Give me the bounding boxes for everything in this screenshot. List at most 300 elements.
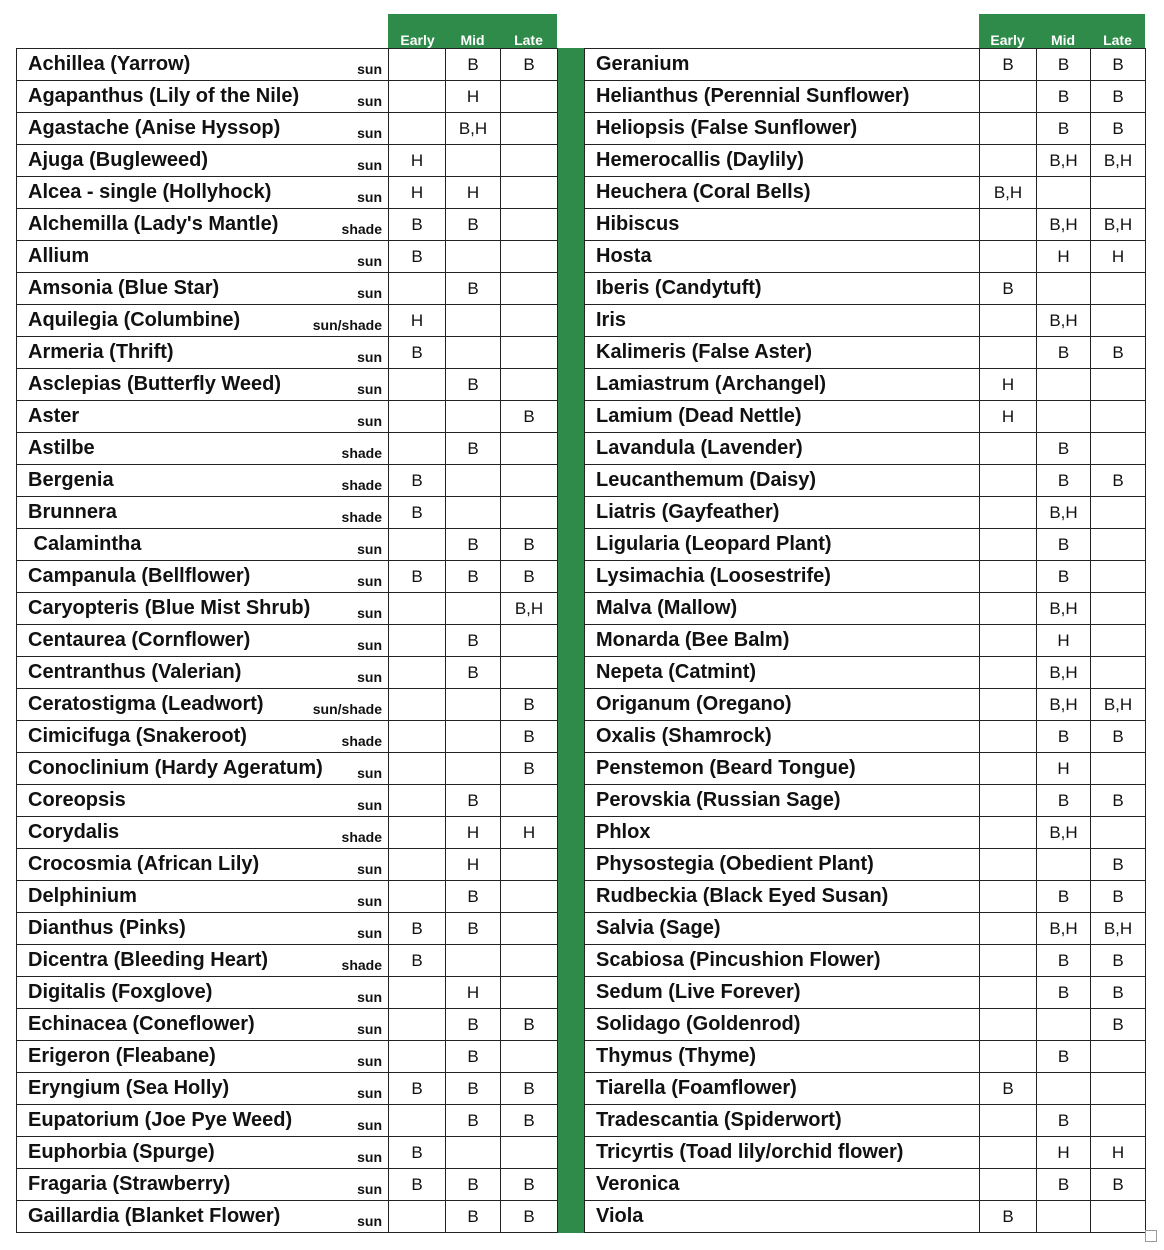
plant-name-cell[interactable]	[585, 529, 980, 561]
plant-name-cell[interactable]	[17, 145, 389, 177]
bloom-late-cell[interactable]: B	[501, 689, 558, 721]
bloom-mid-cell[interactable]: B	[1037, 881, 1091, 913]
bloom-late-cell[interactable]	[1091, 753, 1146, 785]
bloom-late-cell[interactable]: H	[1091, 1137, 1146, 1169]
bloom-early-cell[interactable]	[389, 689, 446, 721]
bloom-early-cell[interactable]	[389, 721, 446, 753]
bloom-late-cell[interactable]: B	[1091, 881, 1146, 913]
bloom-mid-cell[interactable]	[1037, 177, 1091, 209]
bloom-early-cell[interactable]	[389, 753, 446, 785]
bloom-late-cell[interactable]: B,H	[501, 593, 558, 625]
plant-name-cell[interactable]	[17, 689, 389, 721]
bloom-early-cell[interactable]	[389, 1009, 446, 1041]
bloom-late-cell[interactable]: B	[1091, 1009, 1146, 1041]
bloom-late-cell[interactable]: H	[1091, 241, 1146, 273]
bloom-mid-cell[interactable]: B	[1037, 1169, 1091, 1201]
bloom-mid-cell[interactable]	[446, 305, 501, 337]
bloom-early-cell[interactable]	[389, 593, 446, 625]
bloom-early-cell[interactable]	[980, 561, 1037, 593]
bloom-mid-cell[interactable]	[1037, 1073, 1091, 1105]
bloom-mid-cell[interactable]: B	[446, 657, 501, 689]
plant-name-cell[interactable]	[585, 945, 980, 977]
plant-name-cell[interactable]	[17, 593, 389, 625]
bloom-mid-cell[interactable]	[446, 945, 501, 977]
bloom-late-cell[interactable]: B,H	[1091, 689, 1146, 721]
bloom-mid-cell[interactable]: B,H	[1037, 593, 1091, 625]
bloom-early-cell[interactable]	[980, 1105, 1037, 1137]
bloom-late-cell[interactable]	[1091, 529, 1146, 561]
plant-name-cell[interactable]	[17, 1105, 389, 1137]
bloom-early-cell[interactable]: B	[980, 273, 1037, 305]
bloom-early-cell[interactable]	[980, 81, 1037, 113]
bloom-mid-cell[interactable]	[446, 337, 501, 369]
bloom-late-cell[interactable]	[501, 81, 558, 113]
bloom-late-cell[interactable]	[1091, 657, 1146, 689]
plant-name-cell[interactable]	[17, 401, 389, 433]
bloom-mid-cell[interactable]	[446, 497, 501, 529]
bloom-late-cell[interactable]: B,H	[1091, 209, 1146, 241]
bloom-late-cell[interactable]	[501, 913, 558, 945]
bloom-late-cell[interactable]	[1091, 273, 1146, 305]
bloom-early-cell[interactable]: B	[389, 497, 446, 529]
bloom-late-cell[interactable]: B,H	[1091, 145, 1146, 177]
bloom-late-cell[interactable]	[1091, 401, 1146, 433]
bloom-mid-cell[interactable]: B	[446, 881, 501, 913]
bloom-late-cell[interactable]	[1091, 433, 1146, 465]
plant-name-cell[interactable]	[585, 145, 980, 177]
bloom-late-cell[interactable]	[1091, 1105, 1146, 1137]
plant-name-cell[interactable]	[585, 1073, 980, 1105]
bloom-late-cell[interactable]	[501, 113, 558, 145]
bloom-mid-cell[interactable]: B	[446, 561, 501, 593]
bloom-early-cell[interactable]	[980, 977, 1037, 1009]
plant-name-cell[interactable]	[585, 1009, 980, 1041]
plant-name-cell[interactable]	[17, 913, 389, 945]
bloom-late-cell[interactable]	[501, 497, 558, 529]
bloom-early-cell[interactable]	[980, 433, 1037, 465]
bloom-mid-cell[interactable]: B	[446, 49, 501, 81]
bloom-mid-cell[interactable]: B	[446, 1073, 501, 1105]
plant-name-cell[interactable]	[585, 273, 980, 305]
bloom-late-cell[interactable]	[1091, 1201, 1146, 1233]
bloom-late-cell[interactable]: B	[1091, 81, 1146, 113]
plant-name-cell[interactable]	[17, 881, 389, 913]
bloom-late-cell[interactable]: B	[501, 1105, 558, 1137]
bloom-mid-cell[interactable]: H	[446, 977, 501, 1009]
bloom-early-cell[interactable]	[980, 1169, 1037, 1201]
bloom-mid-cell[interactable]: B	[446, 785, 501, 817]
bloom-mid-cell[interactable]: B	[1037, 433, 1091, 465]
bloom-late-cell[interactable]	[501, 945, 558, 977]
bloom-mid-cell[interactable]	[446, 1137, 501, 1169]
bloom-late-cell[interactable]	[501, 305, 558, 337]
bloom-early-cell[interactable]	[389, 529, 446, 561]
bloom-early-cell[interactable]: B	[389, 1073, 446, 1105]
bloom-mid-cell[interactable]	[446, 721, 501, 753]
bloom-mid-cell[interactable]: B	[446, 1009, 501, 1041]
bloom-mid-cell[interactable]: B,H	[1037, 145, 1091, 177]
bloom-late-cell[interactable]: B	[501, 401, 558, 433]
bloom-early-cell[interactable]	[980, 689, 1037, 721]
bloom-early-cell[interactable]	[980, 113, 1037, 145]
bloom-early-cell[interactable]	[980, 337, 1037, 369]
plant-name-cell[interactable]	[585, 497, 980, 529]
plant-name-cell[interactable]	[585, 401, 980, 433]
bloom-late-cell[interactable]	[501, 1041, 558, 1073]
bloom-mid-cell[interactable]	[1037, 273, 1091, 305]
bloom-early-cell[interactable]	[980, 241, 1037, 273]
bloom-mid-cell[interactable]	[446, 593, 501, 625]
bloom-late-cell[interactable]	[501, 433, 558, 465]
plant-name-cell[interactable]	[585, 369, 980, 401]
bloom-late-cell[interactable]	[501, 241, 558, 273]
bloom-early-cell[interactable]	[389, 81, 446, 113]
plant-name-cell[interactable]	[17, 337, 389, 369]
bloom-mid-cell[interactable]	[1037, 1201, 1091, 1233]
plant-name-cell[interactable]	[585, 689, 980, 721]
plant-name-cell[interactable]	[585, 657, 980, 689]
bloom-late-cell[interactable]: B	[1091, 113, 1146, 145]
bloom-late-cell[interactable]	[1091, 497, 1146, 529]
bloom-early-cell[interactable]: B	[389, 1137, 446, 1169]
bloom-early-cell[interactable]	[980, 497, 1037, 529]
plant-name-cell[interactable]	[585, 433, 980, 465]
plant-name-cell[interactable]	[17, 1169, 389, 1201]
plant-name-cell[interactable]	[585, 625, 980, 657]
bloom-mid-cell[interactable]	[1037, 1009, 1091, 1041]
bloom-late-cell[interactable]: H	[501, 817, 558, 849]
bloom-mid-cell[interactable]: H	[446, 177, 501, 209]
bloom-early-cell[interactable]	[980, 785, 1037, 817]
bloom-mid-cell[interactable]	[1037, 401, 1091, 433]
bloom-late-cell[interactable]: B	[501, 753, 558, 785]
bloom-early-cell[interactable]: B	[389, 241, 446, 273]
bloom-early-cell[interactable]: B	[389, 1169, 446, 1201]
bloom-mid-cell[interactable]: B	[1037, 1041, 1091, 1073]
bloom-late-cell[interactable]	[501, 369, 558, 401]
bloom-late-cell[interactable]	[501, 465, 558, 497]
plant-name-cell[interactable]	[17, 369, 389, 401]
bloom-mid-cell[interactable]: H	[1037, 625, 1091, 657]
plant-name-cell[interactable]	[585, 337, 980, 369]
bloom-early-cell[interactable]	[980, 465, 1037, 497]
plant-name-cell[interactable]	[17, 753, 389, 785]
bloom-mid-cell[interactable]: B	[446, 209, 501, 241]
plant-name-cell[interactable]	[17, 1073, 389, 1105]
plant-name-cell[interactable]	[585, 113, 980, 145]
bloom-mid-cell[interactable]: B	[446, 1201, 501, 1233]
bloom-early-cell[interactable]: B	[389, 337, 446, 369]
bloom-early-cell[interactable]: H	[389, 305, 446, 337]
plant-name-cell[interactable]	[17, 945, 389, 977]
bloom-late-cell[interactable]	[501, 881, 558, 913]
bloom-mid-cell[interactable]: B	[446, 913, 501, 945]
plant-name-cell[interactable]	[17, 785, 389, 817]
bloom-early-cell[interactable]	[389, 433, 446, 465]
plant-name-cell[interactable]	[585, 209, 980, 241]
bloom-late-cell[interactable]	[501, 849, 558, 881]
bloom-early-cell[interactable]	[389, 1041, 446, 1073]
bloom-mid-cell[interactable]: B	[1037, 337, 1091, 369]
bloom-mid-cell[interactable]: B,H	[1037, 657, 1091, 689]
bloom-late-cell[interactable]: B	[501, 1169, 558, 1201]
bloom-mid-cell[interactable]	[1037, 369, 1091, 401]
bloom-mid-cell[interactable]: H	[1037, 1137, 1091, 1169]
bloom-early-cell[interactable]	[980, 209, 1037, 241]
bloom-mid-cell[interactable]: B,H	[1037, 209, 1091, 241]
bloom-late-cell[interactable]: B	[1091, 1169, 1146, 1201]
bloom-mid-cell[interactable]: B	[446, 529, 501, 561]
plant-name-cell[interactable]	[17, 49, 389, 81]
plant-name-cell[interactable]	[17, 273, 389, 305]
bloom-mid-cell[interactable]	[446, 401, 501, 433]
bloom-late-cell[interactable]	[501, 337, 558, 369]
bloom-early-cell[interactable]	[389, 49, 446, 81]
bloom-late-cell[interactable]: B	[1091, 785, 1146, 817]
bloom-early-cell[interactable]	[980, 849, 1037, 881]
plant-name-cell[interactable]	[585, 81, 980, 113]
plant-name: Tiarella (Foamflower)	[596, 1077, 797, 1099]
bloom-mid-cell[interactable]: B,H	[446, 113, 501, 145]
bloom-late-cell[interactable]: B	[1091, 49, 1146, 81]
bloom-late-cell[interactable]: B	[501, 529, 558, 561]
bloom-early-cell[interactable]	[389, 657, 446, 689]
bloom-early-cell[interactable]	[389, 113, 446, 145]
bloom-late-cell[interactable]: B	[1091, 849, 1146, 881]
plant-name-cell[interactable]	[585, 817, 980, 849]
bloom-early-cell[interactable]	[980, 529, 1037, 561]
bloom-mid-cell[interactable]: B	[1037, 465, 1091, 497]
plant-name-cell[interactable]	[585, 177, 980, 209]
bloom-late-cell[interactable]: B	[501, 1073, 558, 1105]
plant-name-cell[interactable]	[585, 593, 980, 625]
bloom-mid-cell[interactable]: B	[1037, 81, 1091, 113]
bloom-late-cell[interactable]	[1091, 177, 1146, 209]
bloom-mid-cell[interactable]: B	[446, 1169, 501, 1201]
bloom-mid-cell[interactable]: B,H	[1037, 817, 1091, 849]
bloom-mid-cell[interactable]: B	[1037, 977, 1091, 1009]
bloom-late-cell[interactable]	[501, 145, 558, 177]
bloom-mid-cell[interactable]	[446, 465, 501, 497]
bloom-mid-cell[interactable]: B,H	[1037, 689, 1091, 721]
bloom-early-cell[interactable]	[980, 913, 1037, 945]
bloom-late-cell[interactable]: B	[1091, 337, 1146, 369]
bloom-late-cell[interactable]: B	[1091, 945, 1146, 977]
bloom-early-cell[interactable]	[980, 625, 1037, 657]
bloom-late-cell[interactable]: B	[501, 1009, 558, 1041]
bloom-late-cell[interactable]	[1091, 1073, 1146, 1105]
bloom-early-cell[interactable]	[389, 977, 446, 1009]
bloom-late-cell[interactable]	[501, 625, 558, 657]
bloom-mid-cell[interactable]: B	[1037, 113, 1091, 145]
bloom-early-cell[interactable]	[389, 1105, 446, 1137]
bloom-mid-cell[interactable]	[446, 241, 501, 273]
plant-name-cell[interactable]	[585, 1105, 980, 1137]
bloom-early-cell[interactable]	[389, 401, 446, 433]
bloom-mid-cell[interactable]: H	[446, 817, 501, 849]
plant-name: Armeria (Thrift)	[28, 341, 174, 363]
bloom-early-cell[interactable]	[980, 721, 1037, 753]
bloom-late-cell[interactable]	[1091, 369, 1146, 401]
bloom-early-cell[interactable]: B	[980, 1073, 1037, 1105]
bloom-early-cell[interactable]	[980, 593, 1037, 625]
bloom-mid-cell[interactable]: B,H	[1037, 497, 1091, 529]
bloom-late-cell[interactable]: B	[1091, 721, 1146, 753]
bloom-mid-cell[interactable]: B	[1037, 785, 1091, 817]
bloom-early-cell[interactable]	[980, 1009, 1037, 1041]
plant-name-cell[interactable]	[17, 305, 389, 337]
bloom-mid-cell[interactable]: B	[446, 1041, 501, 1073]
bloom-late-cell[interactable]	[501, 977, 558, 1009]
bloom-early-cell[interactable]: B	[389, 561, 446, 593]
bloom-mid-cell[interactable]: B	[1037, 1105, 1091, 1137]
plant-name-cell[interactable]	[585, 977, 980, 1009]
bloom-mid-cell[interactable]: B,H	[1037, 913, 1091, 945]
bloom-early-cell[interactable]: H	[389, 177, 446, 209]
plant-name-cell[interactable]	[585, 465, 980, 497]
bloom-late-cell[interactable]	[1091, 561, 1146, 593]
bloom-early-cell[interactable]	[980, 753, 1037, 785]
bloom-early-cell[interactable]	[389, 625, 446, 657]
bloom-late-cell[interactable]: B	[501, 721, 558, 753]
bloom-mid-cell[interactable]: B	[1037, 945, 1091, 977]
bloom-early-cell[interactable]	[389, 849, 446, 881]
plant-name-cell[interactable]	[585, 49, 980, 81]
bloom-early-cell[interactable]	[980, 881, 1037, 913]
bloom-early-cell[interactable]	[980, 145, 1037, 177]
plant-name-cell[interactable]	[17, 209, 389, 241]
bloom-early-cell[interactable]: B	[389, 465, 446, 497]
plant-name-cell[interactable]	[17, 529, 389, 561]
bloom-mid-cell[interactable]: B	[446, 625, 501, 657]
plant-name-cell[interactable]	[585, 1169, 980, 1201]
bloom-early-cell[interactable]: H	[980, 401, 1037, 433]
bloom-early-cell[interactable]	[389, 369, 446, 401]
bloom-early-cell[interactable]: B	[389, 945, 446, 977]
bloom-mid-cell[interactable]	[446, 145, 501, 177]
plant-name-cell[interactable]	[17, 561, 389, 593]
bloom-late-cell[interactable]	[1091, 625, 1146, 657]
bloom-mid-cell[interactable]: H	[1037, 241, 1091, 273]
plant-name-cell[interactable]	[17, 977, 389, 1009]
bloom-late-cell[interactable]	[501, 657, 558, 689]
plant-name-cell[interactable]	[17, 177, 389, 209]
bloom-mid-cell[interactable]: B	[1037, 721, 1091, 753]
bloom-early-cell[interactable]	[389, 1201, 446, 1233]
plant-name-cell[interactable]	[17, 81, 389, 113]
bloom-early-cell[interactable]: B	[980, 1201, 1037, 1233]
bloom-early-cell[interactable]: H	[389, 145, 446, 177]
plant-name-cell[interactable]	[585, 561, 980, 593]
bloom-late-cell[interactable]	[501, 1137, 558, 1169]
table-row	[585, 913, 1146, 945]
bloom-late-cell[interactable]	[1091, 817, 1146, 849]
plant-name-cell[interactable]	[585, 1137, 980, 1169]
bloom-mid-cell[interactable]	[446, 753, 501, 785]
bloom-mid-cell[interactable]: H	[446, 849, 501, 881]
bloom-late-cell[interactable]: B,H	[1091, 913, 1146, 945]
bloom-early-cell[interactable]	[980, 1041, 1037, 1073]
plant-name-cell[interactable]	[17, 1137, 389, 1169]
plant-name-cell[interactable]	[17, 1009, 389, 1041]
bloom-early-cell[interactable]	[389, 881, 446, 913]
bloom-late-cell[interactable]	[1091, 593, 1146, 625]
plant-name-cell[interactable]	[17, 497, 389, 529]
plant-name-cell[interactable]	[585, 721, 980, 753]
plant-name-cell[interactable]	[17, 817, 389, 849]
bloom-mid-cell[interactable]	[1037, 849, 1091, 881]
plant-name-cell[interactable]	[17, 241, 389, 273]
bloom-late-cell[interactable]	[501, 273, 558, 305]
plant-name-cell[interactable]	[17, 657, 389, 689]
bloom-mid-cell[interactable]: B	[446, 273, 501, 305]
bloom-early-cell[interactable]	[980, 657, 1037, 689]
bloom-mid-cell[interactable]: B	[1037, 529, 1091, 561]
bloom-late-cell[interactable]: B	[1091, 977, 1146, 1009]
plant-name-cell[interactable]	[17, 113, 389, 145]
bloom-early-cell[interactable]: B	[389, 913, 446, 945]
plant-name-cell[interactable]	[585, 1041, 980, 1073]
bloom-early-cell[interactable]	[389, 785, 446, 817]
bloom-early-cell[interactable]	[980, 817, 1037, 849]
plant-name-cell[interactable]	[585, 849, 980, 881]
plant-name-cell[interactable]	[17, 465, 389, 497]
plant-name-cell[interactable]	[585, 913, 980, 945]
bloom-late-cell[interactable]: B	[501, 561, 558, 593]
plant-name-cell[interactable]	[585, 305, 980, 337]
bloom-mid-cell[interactable]: B	[1037, 561, 1091, 593]
bloom-late-cell[interactable]	[501, 177, 558, 209]
bloom-early-cell[interactable]	[980, 945, 1037, 977]
bloom-mid-cell[interactable]: B	[446, 369, 501, 401]
plant-name-cell[interactable]	[585, 1201, 980, 1233]
bloom-mid-cell[interactable]	[446, 689, 501, 721]
bloom-late-cell[interactable]	[501, 209, 558, 241]
bloom-early-cell[interactable]: B,H	[980, 177, 1037, 209]
bloom-early-cell[interactable]: B	[389, 209, 446, 241]
plant-name-cell[interactable]	[585, 241, 980, 273]
bloom-early-cell[interactable]: B	[980, 49, 1037, 81]
plant-name-cell[interactable]	[17, 849, 389, 881]
bloom-late-cell[interactable]	[1091, 305, 1146, 337]
bloom-mid-cell[interactable]: B	[1037, 49, 1091, 81]
bloom-late-cell[interactable]: B	[501, 49, 558, 81]
plant-name-cell[interactable]	[17, 433, 389, 465]
bloom-mid-cell[interactable]: B	[446, 1105, 501, 1137]
bloom-late-cell[interactable]	[501, 785, 558, 817]
bloom-early-cell[interactable]: H	[980, 369, 1037, 401]
bloom-mid-cell[interactable]: H	[446, 81, 501, 113]
bloom-mid-cell[interactable]: B,H	[1037, 305, 1091, 337]
plant-name-cell[interactable]	[17, 721, 389, 753]
bloom-early-cell[interactable]	[980, 1137, 1037, 1169]
bloom-mid-cell[interactable]: H	[1037, 753, 1091, 785]
bloom-early-cell[interactable]	[389, 817, 446, 849]
plant-name-cell[interactable]	[17, 1041, 389, 1073]
bloom-early-cell[interactable]	[980, 305, 1037, 337]
plant-name-cell[interactable]	[585, 785, 980, 817]
bloom-late-cell[interactable]	[1091, 1041, 1146, 1073]
bloom-mid-cell[interactable]: B	[446, 433, 501, 465]
plant-name-cell[interactable]	[585, 753, 980, 785]
bloom-late-cell[interactable]: B	[501, 1201, 558, 1233]
plant-name-cell[interactable]	[17, 1201, 389, 1233]
plant-name-cell[interactable]	[585, 881, 980, 913]
plant-name-cell[interactable]	[17, 625, 389, 657]
bloom-late-cell[interactable]: B	[1091, 465, 1146, 497]
resize-handle[interactable]	[1145, 1230, 1157, 1242]
bloom-early-cell[interactable]	[389, 273, 446, 305]
